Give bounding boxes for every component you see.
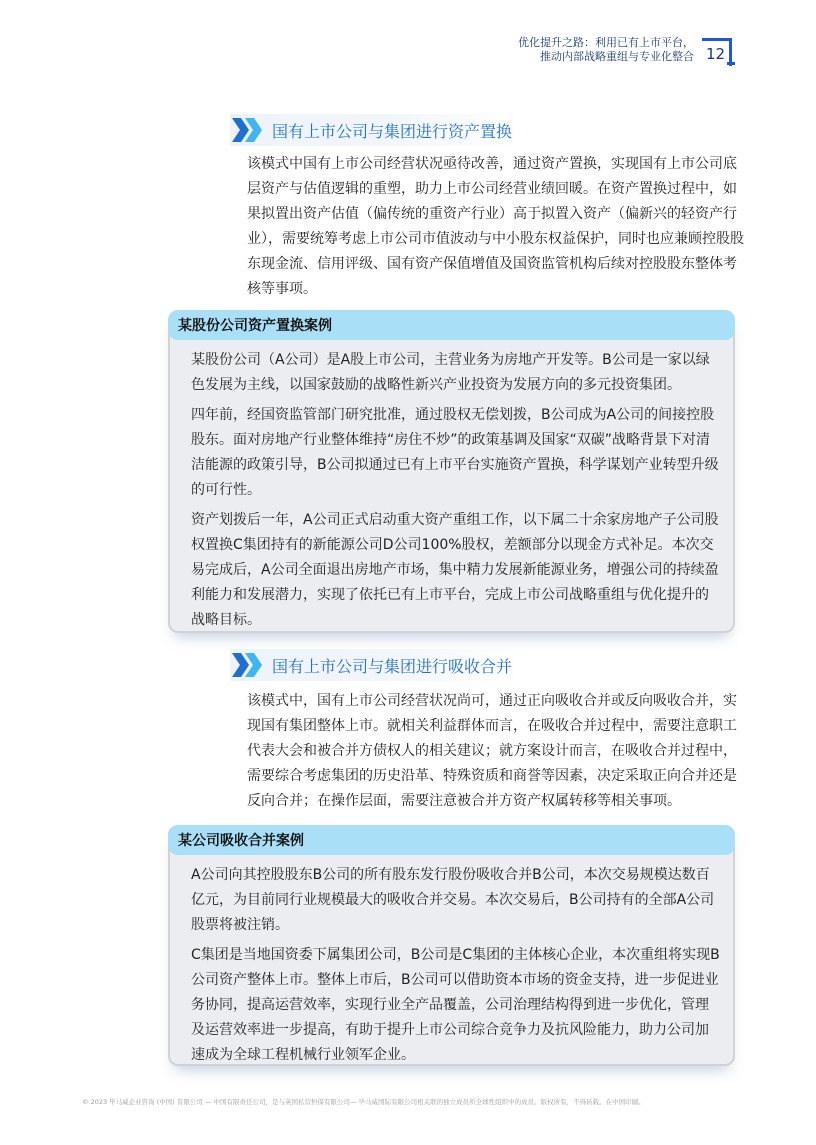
section-1-title: 国有上市公司与集团进行资产置换 [272, 121, 513, 141]
double-chevron-icon [230, 649, 266, 681]
case-2-paragraph-1: A公司向其控股股东B公司的所有股东发行股份吸收合并B公司，本次交易规模达数百亿元，为目前同行业规模最大的吸收合并交易。本次交易后，B公司持有的全部A公司股票将被注销。 [191, 867, 715, 933]
case-2-title: 某公司吸收合并案例 [178, 833, 304, 849]
double-chevron-icon [230, 114, 266, 146]
case-1-body [191, 348, 721, 638]
case-box-2 [168, 825, 735, 1066]
case-box-1 [168, 310, 735, 633]
section-1-body: 该模式中国有上市公司经营状况亟待改善，通过资产置换，实现国有上市公司底层资产与估值逻辑的重塑，助力上市公司经营业绩回暖。在资产置换过程中，如果拟置出资产估值（偏传统的重资产行业）高于拟置入资产（偏新兴的轻资产行业），需要统筹考虑上市公司市值波动与中小股东权益保护，同时也应兼顾控股股东现金流、信用评级、国有资产保值增值及国资监管机构后续对控股股东整体考核等事项。 [247, 156, 744, 297]
page-number-accent [727, 62, 735, 65]
case-2-header [168, 825, 735, 855]
section-2-title: 国有上市公司与集团进行吸收合并 [272, 656, 513, 676]
running-header [294, 36, 694, 64]
page-number: 12 [702, 38, 732, 66]
case-1-paragraph-2: 四年前，经国资监管部门研究批准，通过股权无偿划拨，B公司成为A公司的间接控股股东。面对房地产行业整体维持“房住不炒”的政策基调及国家“双碳”战略背景下对清洁能源的政策引导，B公司拟通过已有上市平台实施资产置换，科学谋划产业转型升级的可行性。 [191, 407, 719, 498]
case-1-paragraph-1: 某股份公司（A公司）是A股上市公司，主营业务为房地产开发等。B公司是一家以绿色发展为主线，以国家鼓励的战略性新兴产业投资为发展方向的多元投资集团。 [191, 352, 710, 393]
case-1-paragraph-3: 资产划拨后一年，A公司正式启动重大资产重组工作，以下属二十余家房地产子公司股权置换C集团持有的新能源公司D公司100%股权，差额部分以现金方式补足。本次交易完成后，A公司全面退出房地产市场，集中精力发展新能源业务，增强公司的持续盈利能力和发展潜力，实现了依托已有上市平台，完成上市公司战略重组与优化提升的战略目标。 [191, 512, 719, 628]
case-2-body [191, 863, 721, 1073]
section-2-heading [230, 649, 520, 681]
section-1-heading [230, 114, 520, 146]
case-2-paragraph-2: C集团是当地国资委下属集团公司，B公司是C集团的主体核心企业，本次重组将实现B公司资产整体上市。整体上市后，B公司可以借助资本市场的资金支持，进一步促进业务协同，提高运营效率，实现行业全产品覆盖，公司治理结构得到进一步优化，管理及运营效率进一步提高，有助于提升上市公司综合竞争力及抗风险能力，助力公司加速成为全球工程机械行业领军企业。 [191, 947, 720, 1063]
header-line-2: 推动内部战略重组与专业化整合 [540, 50, 694, 63]
section-2-body: 该模式中，国有上市公司经营状况尚可，通过正向吸收合并或反向吸收合并，实现国有集团整体上市。就相关利益群体而言，在吸收合并过程中，需要注意职工代表大会和被合并方债权人的相关建议；就方案设计而言，在吸收合并过程中，需要综合考虑集团的历史沿革、特殊资质和商誉等因素，决定采取正向合并还是反向合并；在操作层面，需要注意被合并方资产权属转移等相关事项。 [247, 693, 737, 809]
copyright-footer: © 2023 毕马威企业咨询 (中国) 有限公司 — 中国有限责任公司，是与英国私营担保有限公司— 毕马威国际有限公司相关联的独立成员所全球性组织中的成员。版权所有，不得转载。在中国印刷。 [82, 1098, 645, 1106]
case-1-title: 某股份公司资产置换案例 [178, 318, 332, 334]
header-line-1: 优化提升之路：利用已有上市平台， [518, 36, 694, 49]
case-1-header [168, 310, 735, 340]
